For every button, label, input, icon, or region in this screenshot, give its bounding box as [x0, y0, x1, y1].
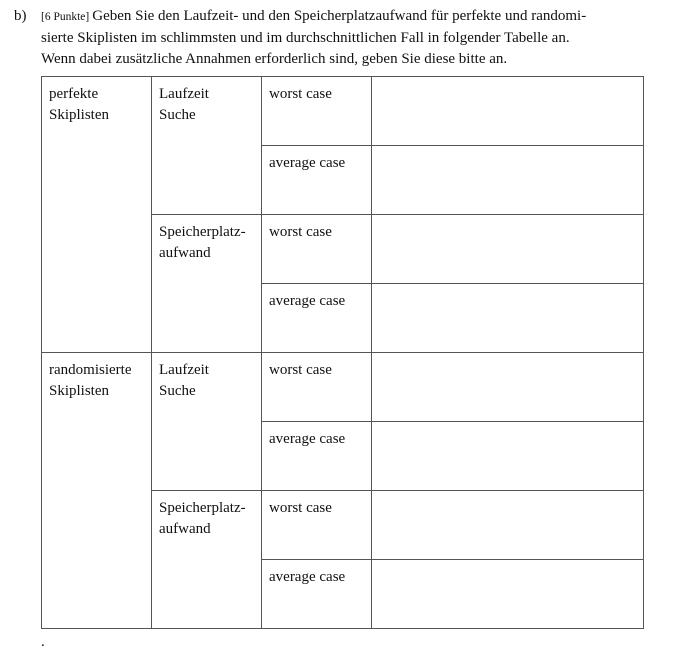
case-cell: worst case: [262, 215, 372, 284]
answer-field[interactable]: [372, 284, 644, 353]
complexity-table: [41, 76, 644, 629]
case-cell: average case: [262, 146, 372, 215]
question-line-3: Wenn dabei zusätzliche Annahmen erforderlich sind, geben Sie diese bitte an.: [41, 51, 508, 67]
table-row: [42, 353, 644, 422]
answer-field[interactable]: [372, 77, 644, 146]
footer-mark: .: [41, 634, 45, 650]
points-badge: [6 Punkte]: [41, 11, 90, 23]
case-cell: average case: [262, 422, 372, 491]
case-cell: average case: [262, 284, 372, 353]
question-label: b): [14, 8, 27, 24]
case-cell: average case: [262, 560, 372, 629]
case-cell: worst case: [262, 491, 372, 560]
skiplist-type-cell: randomisierte Skiplisten: [42, 353, 152, 629]
question-text: [41, 6, 671, 70]
metric-cell: Laufzeit Suche: [152, 353, 262, 491]
metric-cell: Laufzeit Suche: [152, 77, 262, 215]
table-row: [42, 77, 644, 146]
question-line-2: sierte Skiplisten im schlimmsten und im durchschnittlichen Fall in folgender Tabelle an.: [41, 30, 570, 46]
case-cell: worst case: [262, 353, 372, 422]
question-line-1: [6 Punkte] Geben Sie den Laufzeit- und den Speicherplatzaufwand für perfekte und randomi-: [41, 8, 587, 24]
metric-cell: Speicherplatz- aufwand: [152, 491, 262, 629]
answer-field[interactable]: [372, 146, 644, 215]
answer-field[interactable]: [372, 215, 644, 284]
answer-field[interactable]: [372, 491, 644, 560]
answer-field[interactable]: [372, 353, 644, 422]
metric-cell: Speicherplatz- aufwand: [152, 215, 262, 353]
answer-field[interactable]: [372, 560, 644, 629]
answer-field[interactable]: [372, 422, 644, 491]
case-cell: worst case: [262, 77, 372, 146]
skiplist-type-cell: perfekte Skiplisten: [42, 77, 152, 353]
